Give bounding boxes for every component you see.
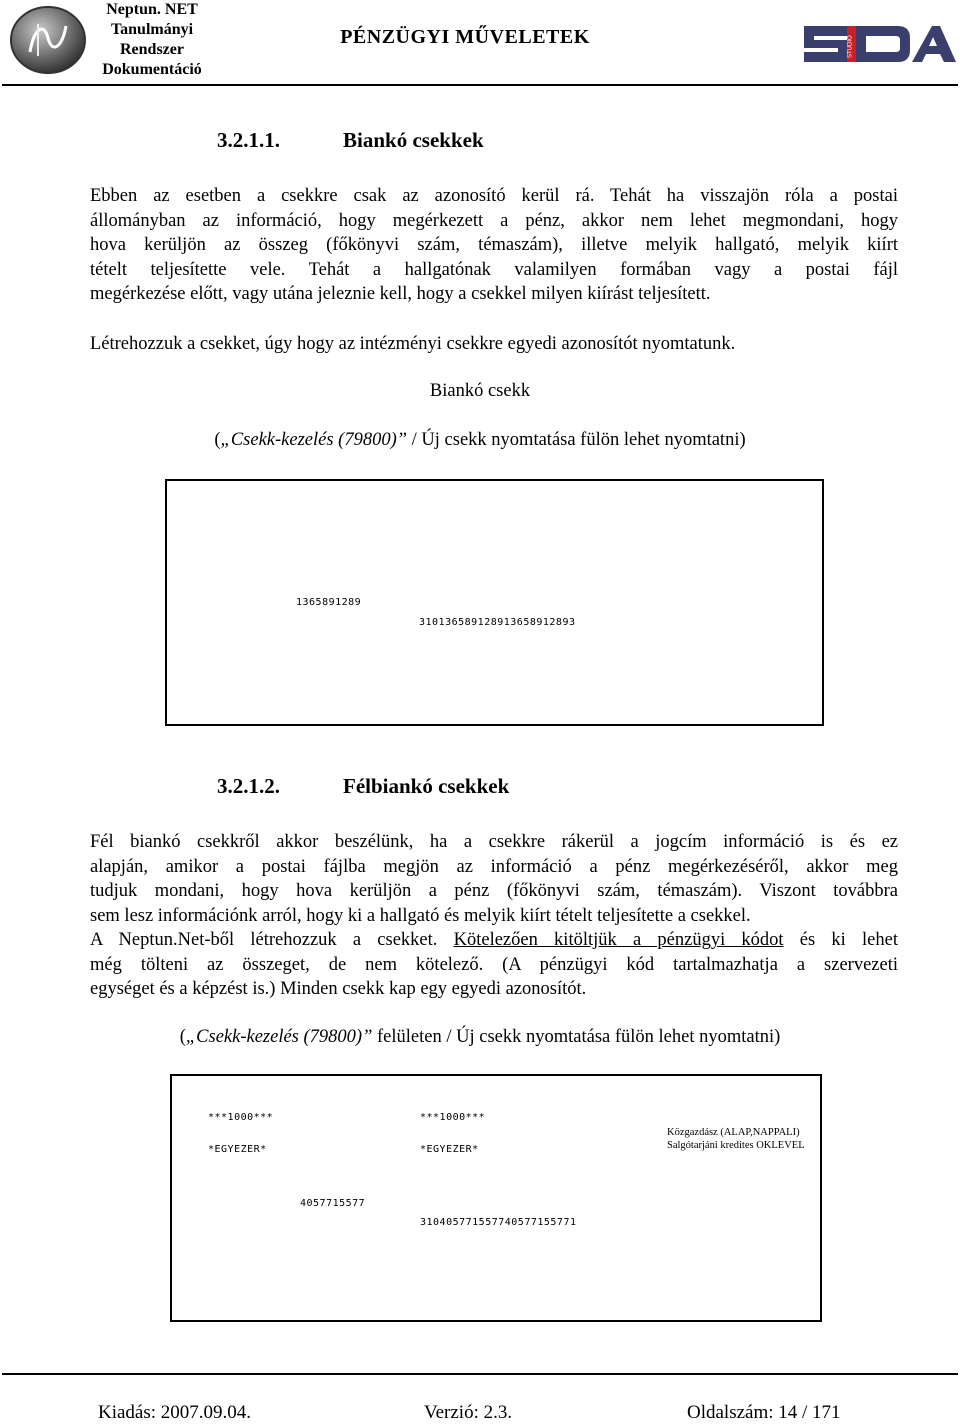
text-line: tételt teljesítette vele. Tehát a hallgatónak valamilyen formában vagy a postai fájl [90, 259, 898, 280]
paragraph-blank-cheque [90, 184, 898, 307]
section-title: Biankó csekkek [343, 128, 484, 152]
text-line: egységet és a képzést is.) Minden csekk kap egy egyedi azonosítót. [90, 979, 587, 999]
cheque-title-line: Salgótarjáni kredites OKLEVEL [667, 1140, 805, 1151]
ref-menu-name: „Csekk-kezelés (79800)” [220, 430, 408, 450]
text-line: tudjuk mondani, hogy hova kerüljön a pénz (főkönyvi szám, témaszám). Viszont továbbra [90, 881, 898, 901]
figure-caption: Biankó csekk [429, 381, 531, 401]
header-line: Neptun. NET [106, 1, 198, 18]
ref-rest: felületen / Új csekk nyomtatása fülön lehet nyomtatni) [372, 1027, 781, 1047]
text-segment: A Neptun.Net-ből létrehozzuk a csekket. [90, 930, 454, 950]
cheque-id-long: 31013658912891365891289З [419, 617, 576, 628]
menu-reference [0, 430, 960, 451]
text-line: Létrehozzuk a csekket, úgy hogy az intézményi csekkre egyedi azonosítót nyomtatunk. [90, 334, 736, 354]
header-line: Dokumentáció [102, 61, 202, 78]
header-line: Rendszer [120, 41, 184, 58]
cheque-amount-left: ***1000*** [208, 1112, 274, 1123]
logo-sub-text: STUDIO [847, 35, 854, 58]
cheque-id-long: 310405771557740577155771 [420, 1217, 577, 1228]
header-divider [2, 84, 958, 86]
text-line [90, 928, 898, 953]
header-doc-name [92, 0, 212, 80]
ref-open: ( [179, 1027, 186, 1047]
text-segment: és ki lehet [783, 930, 898, 950]
text-line: sem lesz információnk arról, hogy ki a hallgató és melyik kiírt tételt teljesítette a csekkel. [90, 905, 751, 926]
section-number: 3.2.1.2. [217, 774, 280, 798]
text-line: megérkezése előtt, vagy utána jeleznie kell, hogy a csekkel milyen kiírást teljesített. [90, 284, 711, 304]
page-header [0, 0, 960, 86]
text-line: alapján, amikor a postai fájlba megjön az információ a pénz megérkezéséről, akkor meg [90, 856, 898, 877]
footer-page-number: Oldalszám: 14 / 171 [687, 1402, 841, 1423]
header-line: Tanulmányi [110, 21, 194, 38]
text-line: Fél biankó csekkről akkor beszélünk, ha a csekkre rákerül a jogcím információ is és ez [90, 832, 898, 852]
ref-open: ( [214, 430, 221, 450]
section-number: 3.2.1.1. [217, 128, 280, 152]
paragraph-create-cheque [90, 332, 898, 357]
cheque-id-short: 4057715577 [300, 1198, 366, 1209]
section-title: Félbiankó csekkek [343, 774, 510, 798]
cheque-amount-right: ***1000*** [420, 1112, 486, 1123]
text-line: még tölteni az összeget, de nem kötelező. (A pénzügyi kód tartalmazhatja a szervezeti [90, 954, 898, 975]
ref-menu-name: „Csekk-kezelés (79800)” [185, 1027, 373, 1047]
sda-studio-logo-icon [800, 18, 956, 70]
cheque-words-left: *EGYEZER* [208, 1144, 267, 1155]
cheque-id-short: 1365891289 [296, 597, 362, 608]
semi-blank-cheque-image [170, 1074, 822, 1322]
footer-divider [2, 1373, 958, 1375]
text-line: Ebben az esetben a csekkre csak az azonosító kerül rá. Tehát ha visszajön róla a postai [90, 186, 898, 206]
menu-reference [0, 1027, 960, 1048]
section-heading-3-2-1-1 [217, 128, 484, 153]
section-heading-3-2-1-2 [217, 774, 509, 799]
text-line: hova kerüljön az összeg (főkönyvi szám, témaszám), illetve melyik hallgató, melyik kiírt [90, 235, 898, 255]
footer-version: Verzió: 2.3. [424, 1402, 513, 1423]
ref-rest: / Új csekk nyomtatása fülön lehet nyomtatni) [407, 430, 746, 450]
footer-issue-date: Kiadás: 2007.09.04. [98, 1402, 252, 1423]
blank-cheque-image [165, 479, 824, 726]
underlined-text: Kötelezően kitöltjük a pénzügyi kódot [453, 930, 784, 950]
text-line: állományban az információ, hogy megérkezett a pénz, akkor nem lehet megmondani, hogy [90, 210, 898, 231]
paragraph-semi-blank-cheque [90, 830, 898, 1002]
cheque-title-line: Közgazdász (ALAP,NAPPALI) [667, 1127, 800, 1138]
cheque-words-right: *EGYEZER* [420, 1144, 479, 1155]
page-title: PÉNZÜGYI MŰVELETEK [340, 26, 590, 48]
neptun-logo-icon [8, 4, 88, 76]
